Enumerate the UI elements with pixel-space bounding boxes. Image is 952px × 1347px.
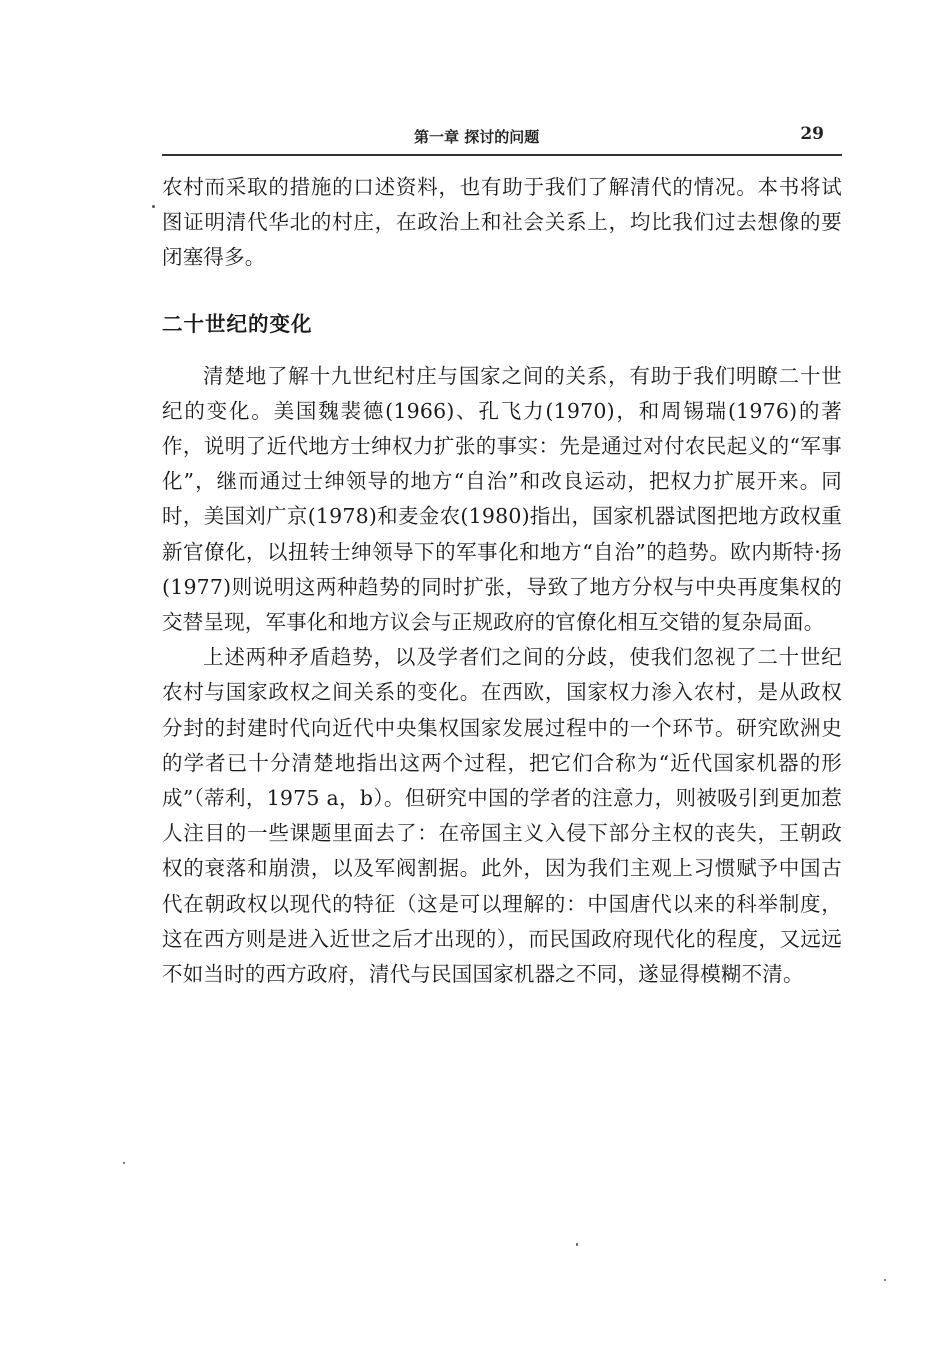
page-number: 29 [800,124,824,144]
scan-speck [123,1162,125,1164]
scan-speck [152,205,155,208]
scan-speck [576,1243,578,1246]
paragraph-continued: 农村而采取的措施的口述资料，也有助于我们了解清代的情况。本书将试图证明清代华北的村庄，在政治上和社会关系上，均比我们过去想像的要闭塞得多。 [162,175,842,270]
chapter-title: 第一章 探讨的问题 [414,128,540,146]
scan-speck [884,1279,886,1281]
section-heading: 二十世纪的变化 [162,311,313,336]
header-rule [162,154,842,156]
body-text [162,170,842,992]
running-header [162,124,842,150]
paragraph-2: 上述两种矛盾趋势，以及学者们之间的分歧，使我们忽视了二十世纪农村与国家政权之间关系的变化。在西欧，国家权力渗入农村，是从政权分封的封建时代向近代中央集权国家发展过程中的一个环节。研究欧洲史的学者已十分清楚地指出这两个过程，把它们合称为“近代国家机器的形成”（蒂利，1975 a，b）。但研究中国的学者的注意力，则被吸引到更加惹人注目的一些课题里面去了：在帝国主义入侵下部分主权的丧失，王朝政权的衰落和崩溃，以及军阀割据。此外，因为我们主观上习惯赋予中国古代在朝政权以现代的特征（这是可以理解的：中国唐代以来的科举制度，这在西方则是进入近世之后才出现的），而民国政府现代化的程度，又远远不如当时的西方政府，清代与民国国家机器之不同，遂显得模糊不清。 [162,645,842,987]
paragraph-1: 清楚地了解十九世纪村庄与国家之间的关系，有助于我们明瞭二十世纪的变化。美国魏裴德(1966)、孔飞力(1970)，和周锡瑞(1976)的著作，说明了近代地方士绅权力扩张的事实：先是通过对付农民起义的“军事化”，继而通过士绅领导的地方“自治”和改良运动，把权力扩展开来。同时，美国刘广京(1978)和麦金农(1980)指出，国家机器试图把地方政权重新官僚化，以扭转士绅领导下的军事化和地方“自治”的趋势。欧内斯特·扬(1977)则说明这两种趋势的同时扩张，导致了地方分权与中央再度集权的交替呈现，军事化和地方议会与正规政府的官僚化相互交错的复杂局面。 [162,363,842,635]
